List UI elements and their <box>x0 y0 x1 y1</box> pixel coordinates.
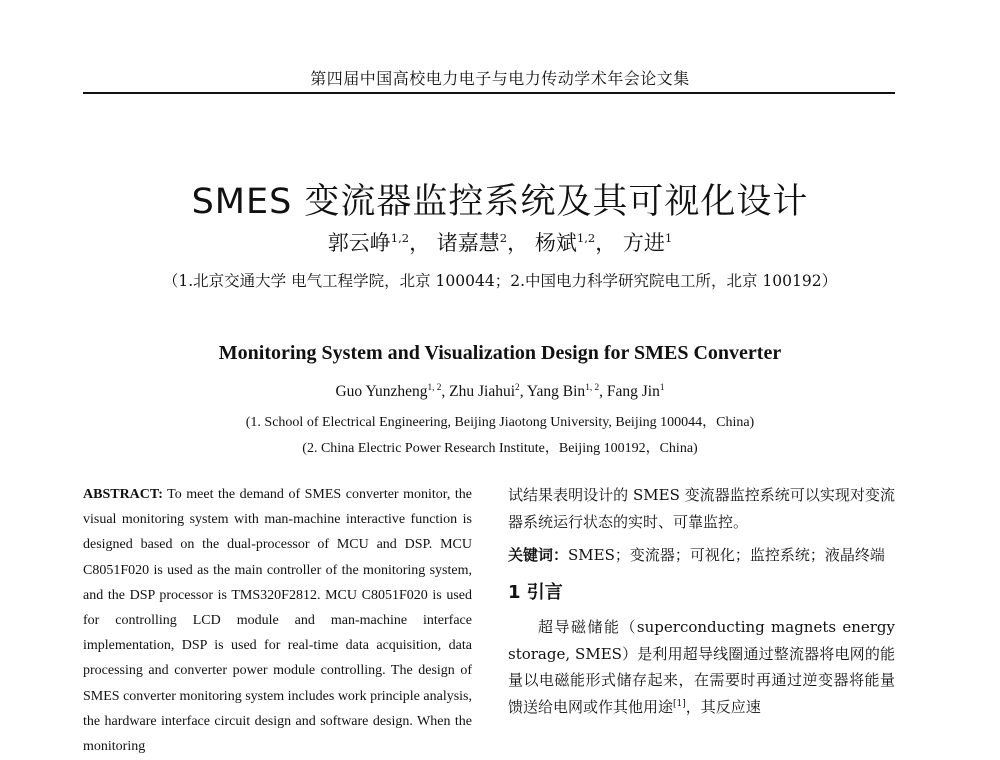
citation-ref: [1] <box>673 698 686 709</box>
author-affiliation-mark: 2 <box>499 231 508 245</box>
author-name: 杨斌 <box>534 231 577 255</box>
author-name: Guo Yunzheng <box>335 383 428 400</box>
section-heading: 1 引言 <box>508 582 563 603</box>
author-separator: , <box>599 383 607 400</box>
abstract-label: ABSTRACT: <box>83 487 163 502</box>
author-name: Zhu Jiahui <box>449 383 516 400</box>
keywords-label: 关键词： <box>508 546 569 564</box>
body-text-continued: ，其反应速 <box>685 697 761 716</box>
author-affiliation-mark: 1, 2 <box>585 382 600 393</box>
header-rule <box>83 92 895 94</box>
affiliation-cn: （1.北京交通大学 电气工程学院，北京 100044；2.中国电力科学研究院电工所，北京 100192） <box>162 272 838 290</box>
body-text: 超导磁储能（superconducting magnets energy storage, SMES）是利用超导线圈通过整流器将电网的能量以电磁能形式储存起来，在需要时再通过逆变器将能量馈送给电网或作其他用途 <box>508 618 895 716</box>
author-separator: ， <box>595 231 617 255</box>
author-name: 诸嘉慧 <box>436 231 500 255</box>
author-name: 方进 <box>622 231 665 255</box>
author-affiliation-mark: 1 <box>664 231 673 245</box>
author-name: Yang Bin <box>526 383 586 400</box>
author-affiliation-mark: 1,2 <box>390 231 410 245</box>
author-name: Fang Jin <box>606 383 660 400</box>
abstract-cn-continuation: 试结果表明设计的 SMES 变流器监控系统可以实现对变流器系统运行状态的实时、可靠监控。 <box>508 486 895 531</box>
author-affiliation-mark: 2 <box>515 382 520 393</box>
body-paragraph <box>508 614 895 720</box>
right-column <box>508 482 895 720</box>
author-separator: ， <box>409 231 431 255</box>
author-list-cn <box>0 227 1000 257</box>
author-name: 郭云峥 <box>327 231 391 255</box>
author-separator: , <box>441 383 450 400</box>
keywords <box>508 544 895 566</box>
keywords-text: SMES；变流器；可视化；监控系统；液晶终端 <box>568 546 885 564</box>
abstract-en <box>83 482 472 759</box>
author-affiliation-mark: 1 <box>659 382 665 393</box>
author-affiliation-mark: 1,2 <box>576 231 596 245</box>
author-affiliation-mark: 1, 2 <box>427 382 442 393</box>
affiliation-en-1: (1. School of Electrical Engineering, Beijing Jiaotong University, Beijing 100044，China) <box>245 415 755 430</box>
abstract-text: To meet the demand of SMES converter monitor, the visual monitoring system with man-machine interactive function is designed based on the dual-processor of MCU and DSP. MCU C8051F020 is used as the main controller of the monitoring system, and the DSP processor is TMS320F2812. MCU C8051F020 is used for controlling LCD module and man-machine interface implementation, DSP is used for real-time data acquisition, data processing and converter power module controlling. The design of SMES converter monitoring system includes work principle analysis, the hardware interface circuit design and software design. When the monitoring <box>83 487 473 755</box>
author-separator: ， <box>507 231 529 255</box>
affiliation-en-2: (2. China Electric Power Research Institute，Beijing 100192，China) <box>302 441 698 456</box>
author-separator: , <box>519 383 527 400</box>
running-head: 第四届中国高校电力电子与电力传动学术年会论文集 <box>310 69 690 88</box>
paper-title-en: Monitoring System and Visualization Design for SMES Converter <box>218 342 782 364</box>
paper-title-cn: SMES 变流器监控系统及其可视化设计 <box>191 182 809 222</box>
author-list-en <box>0 383 1000 401</box>
